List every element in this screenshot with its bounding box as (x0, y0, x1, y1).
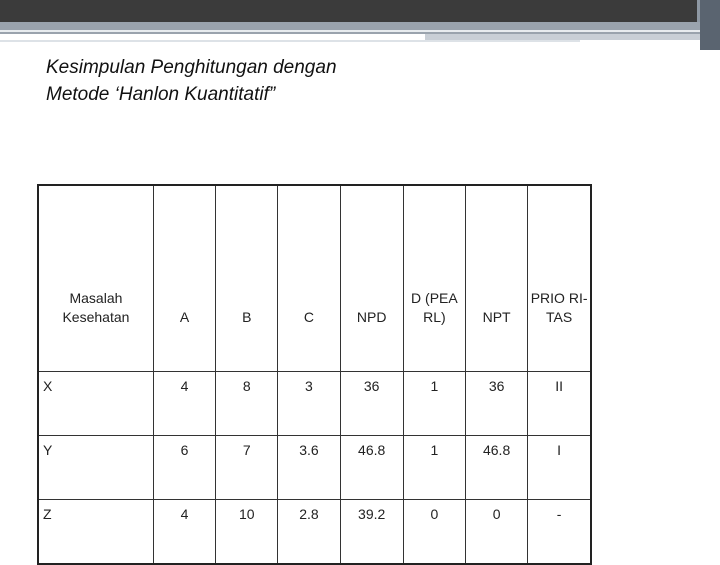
cell-npd: 39.2 (340, 500, 403, 565)
header-cell-d-pearl: D (PEA RL) (403, 185, 465, 372)
cell-prioritas: I (528, 436, 591, 500)
header-cell-prioritas: PRIO RI- TAS (528, 185, 591, 372)
cell-c: 3.6 (278, 436, 340, 500)
header-dark-bar (0, 0, 720, 22)
header-light-bar (0, 22, 720, 34)
row-label: X (38, 372, 153, 436)
header-divider-line (0, 30, 720, 32)
table-row (38, 372, 591, 436)
cell-a: 4 (153, 372, 215, 436)
cell-d: 1 (403, 372, 465, 436)
cell-npt: 36 (466, 372, 528, 436)
row-label: Z (38, 500, 153, 565)
cell-d: 0 (403, 500, 465, 565)
cell-c: 2.8 (278, 500, 340, 565)
hanlon-results-table (37, 184, 592, 565)
header-cell-masalah-kesehatan: Masalah Kesehatan (38, 185, 153, 372)
cell-a: 6 (153, 436, 215, 500)
header-cell-npd: NPD (340, 185, 403, 372)
header-cell-a: A (153, 185, 215, 372)
cell-npd: 36 (340, 372, 403, 436)
cell-c: 3 (278, 372, 340, 436)
header-right-block (700, 0, 720, 50)
header-cell-b: B (216, 185, 278, 372)
cell-d: 1 (403, 436, 465, 500)
table-header-row (38, 185, 591, 372)
slide-title: Kesimpulan Penghitungan dengan Metode ‘Hanlon Kuantitatif” (46, 57, 337, 105)
cell-b: 10 (216, 500, 278, 565)
cell-a: 4 (153, 500, 215, 565)
row-label: Y (38, 436, 153, 500)
cell-npt: 0 (466, 500, 528, 565)
cell-npt: 46.8 (466, 436, 528, 500)
cell-prioritas: II (528, 372, 591, 436)
cell-b: 7 (216, 436, 278, 500)
table-row (38, 436, 591, 500)
table-row (38, 500, 591, 565)
header-cell-npt: NPT (466, 185, 528, 372)
cell-npd: 46.8 (340, 436, 403, 500)
header-cell-c: C (278, 185, 340, 372)
cell-b: 8 (216, 372, 278, 436)
cell-prioritas: - (528, 500, 591, 565)
header-underline (0, 40, 580, 42)
